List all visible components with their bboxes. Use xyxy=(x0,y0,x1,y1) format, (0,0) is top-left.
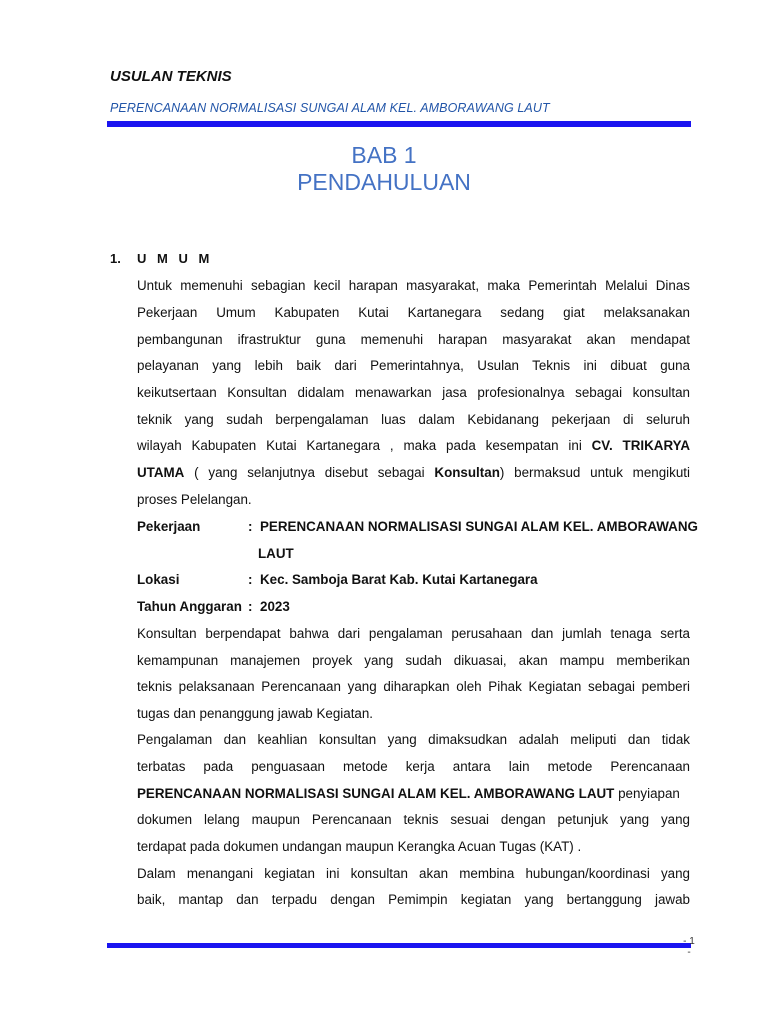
paragraph-line: pelayanan yang lebih baik dari Pemerintahnya, Usulan Teknis ini dibuat guna xyxy=(137,358,690,373)
paragraph-line xyxy=(137,437,690,455)
paragraph-text: ) bermaksud untuk mengikuti xyxy=(499,465,690,480)
paragraph-line: kemampunan manajemen proyek yang sudah dikuasai, akan mampu memberikan xyxy=(137,653,690,668)
paragraph-text: wilayah Kabupaten Kutai Kartanegara , maka pada kesempatan ini xyxy=(137,438,592,453)
paragraph-line: dokumen lelang maupun Perencanaan teknis sesuai dengan petunjuk yang yang xyxy=(137,812,690,827)
project-name: PERENCANAAN NORMALISASI SUNGAI ALAM KEL. AMBORAWANG LAUT xyxy=(137,786,615,801)
document-header-title: USULAN TEKNIS xyxy=(110,68,232,85)
paragraph-line: pembangunan ifrastruktur guna memenuhi harapan masyarakat akan mendapat xyxy=(137,332,690,347)
paragraph-line: baik, mantap dan terpadu dengan Pemimpin kegiatan yang bertanggung jawab xyxy=(137,892,690,907)
paragraph-text: ( yang selanjutnya disebut sebagai xyxy=(184,465,435,480)
section-number: 1. xyxy=(110,251,121,266)
footer-divider xyxy=(107,943,691,948)
paragraph-line: keikutsertaan Konsultan didalam menawarkan jasa profesionalnya sebagai konsultan xyxy=(137,385,690,400)
chapter-title: PENDAHULUAN xyxy=(297,169,471,195)
page-number: - 1 - xyxy=(683,936,695,958)
consultant-term: Konsultan xyxy=(434,465,500,480)
pekerjaan-value-cont: LAUT xyxy=(258,546,294,561)
paragraph-line: Pekerjaan Umum Kabupaten Kutai Kartanegara sedang giat melaksanakan xyxy=(137,305,690,320)
paragraph-line: teknik yang sudah berpengalaman luas dalam Kebidanang pekerjaan di seluruh xyxy=(137,412,690,427)
chapter-number: BAB 1 xyxy=(351,142,417,168)
pekerjaan-value: PERENCANAAN NORMALISASI SUNGAI ALAM KEL. AMBORAWANG xyxy=(260,519,698,534)
paragraph-line: tugas dan penanggung jawab Kegiatan. xyxy=(137,706,374,721)
paragraph-line: terdapat pada dokumen undangan maupun Kerangka Acuan Tugas (KAT) . xyxy=(137,839,582,854)
document-header-subtitle: PERENCANAAN NORMALISASI SUNGAI ALAM KEL. AMBORAWANG LAUT xyxy=(110,101,550,115)
pekerjaan-label: Pekerjaan xyxy=(137,519,201,534)
colon: : xyxy=(248,519,253,534)
paragraph-line xyxy=(137,785,690,803)
tahun-anggaran-value: 2023 xyxy=(260,599,290,614)
paragraph-line: teknis pelaksanaan Perencanaan yang diharapkan oleh Pihak Kegiatan sebagai pemberi xyxy=(137,679,690,694)
paragraph-line: terbatas pada penguasaan metode kerja antara lain metode Perencanaan xyxy=(137,759,690,774)
colon: : xyxy=(248,599,253,614)
paragraph-line: Dalam menangani kegiatan ini konsultan akan membina hubungan/koordinasi yang xyxy=(137,866,690,881)
lokasi-label: Lokasi xyxy=(137,572,180,587)
section-title: U M U M xyxy=(137,251,213,266)
paragraph-line: Konsultan berpendapat bahwa dari pengalaman perusahaan dan jumlah tenaga serta xyxy=(137,626,690,641)
paragraph-line: Untuk memenuhi sebagian kecil harapan masyarakat, maka Pemerintah Melalui Dinas xyxy=(137,278,690,293)
paragraph-text: penyiapan xyxy=(614,786,680,801)
lokasi-value: Kec. Samboja Barat Kab. Kutai Kartanegara xyxy=(260,572,538,587)
paragraph-line: proses Pelelangan. xyxy=(137,492,252,507)
company-name: CV. TRIKARYA xyxy=(591,438,690,453)
header-divider xyxy=(107,121,691,127)
company-name-cont: UTAMA xyxy=(137,465,185,480)
tahun-anggaran-label: Tahun Anggaran xyxy=(137,599,242,614)
colon: : xyxy=(248,572,253,587)
paragraph-line xyxy=(137,464,690,482)
paragraph-line: Pengalaman dan keahlian konsultan yang dimaksudkan adalah meliputi dan tidak xyxy=(137,732,690,747)
